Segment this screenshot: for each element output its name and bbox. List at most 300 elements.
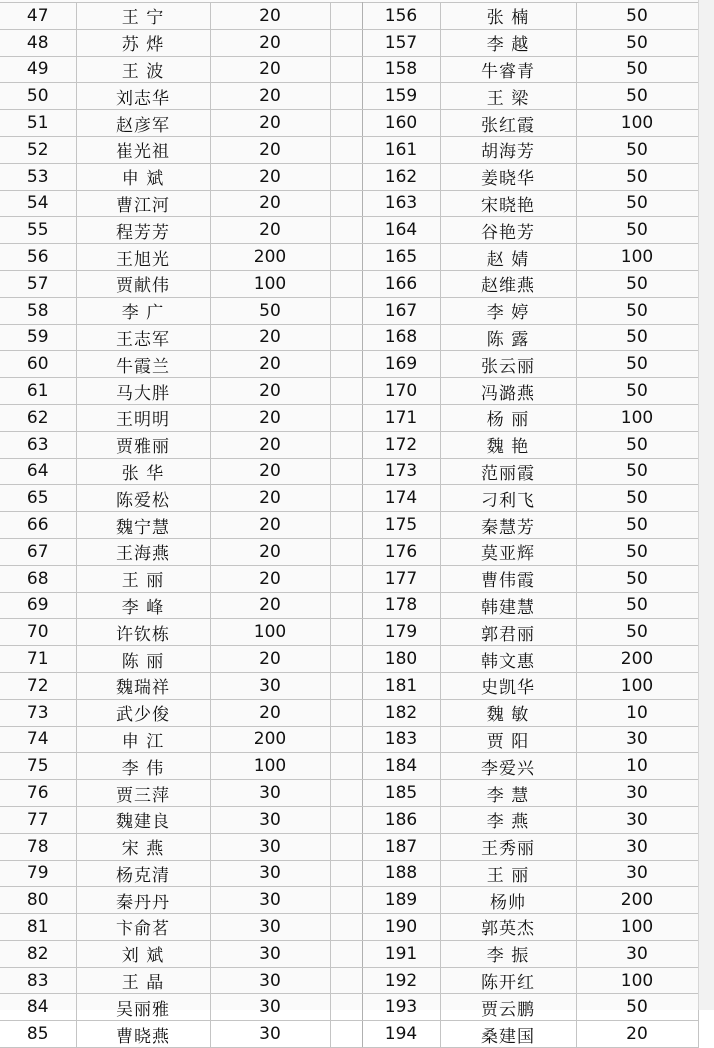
left-row-number: 73 [0, 699, 76, 726]
column-gap [330, 136, 362, 163]
table-row [0, 887, 698, 914]
right-row-number: 194 [362, 1021, 440, 1048]
left-row-number: 49 [0, 56, 76, 83]
column-gap [330, 860, 362, 887]
right-row-number: 189 [362, 887, 440, 914]
table-row [0, 83, 698, 110]
right-amount: 50 [576, 538, 698, 565]
right-amount: 200 [576, 887, 698, 914]
column-gap [330, 726, 362, 753]
left-person-name: 王志军 [76, 324, 210, 351]
left-person-name: 王海燕 [76, 538, 210, 565]
right-row-number: 190 [362, 914, 440, 941]
left-amount: 30 [210, 1021, 330, 1048]
right-amount: 100 [576, 672, 698, 699]
column-gap [330, 270, 362, 297]
right-person-name: 陈开红 [440, 967, 576, 994]
right-person-name: 赵维燕 [440, 270, 576, 297]
right-person-name: 李 慧 [440, 780, 576, 807]
left-row-number: 78 [0, 833, 76, 860]
left-row-number: 58 [0, 297, 76, 324]
left-row-number: 67 [0, 538, 76, 565]
column-gap [330, 485, 362, 512]
right-row-number: 158 [362, 56, 440, 83]
column-gap [330, 431, 362, 458]
right-amount: 50 [576, 56, 698, 83]
left-amount: 30 [210, 940, 330, 967]
right-person-name: 韩文惠 [440, 646, 576, 673]
left-amount: 20 [210, 592, 330, 619]
right-amount: 50 [576, 994, 698, 1021]
right-amount: 30 [576, 806, 698, 833]
column-gap [330, 592, 362, 619]
left-row-number: 71 [0, 646, 76, 673]
left-person-name: 吴丽雅 [76, 994, 210, 1021]
table-row [0, 190, 698, 217]
column-gap [330, 244, 362, 271]
right-amount: 50 [576, 592, 698, 619]
left-person-name: 刘志华 [76, 83, 210, 110]
column-gap [330, 29, 362, 56]
left-amount: 20 [210, 163, 330, 190]
right-row-number: 188 [362, 860, 440, 887]
right-row-number: 176 [362, 538, 440, 565]
right-row-number: 170 [362, 378, 440, 405]
left-person-name: 宋 燕 [76, 833, 210, 860]
left-person-name: 王 波 [76, 56, 210, 83]
column-gap [330, 378, 362, 405]
left-amount: 20 [210, 646, 330, 673]
left-amount: 200 [210, 244, 330, 271]
table-body [0, 3, 698, 1048]
table-row [0, 458, 698, 485]
column-gap [330, 1021, 362, 1048]
left-row-number: 54 [0, 190, 76, 217]
right-person-name: 郭英杰 [440, 914, 576, 941]
right-amount: 50 [576, 458, 698, 485]
right-amount: 50 [576, 324, 698, 351]
right-row-number: 168 [362, 324, 440, 351]
column-gap [330, 994, 362, 1021]
column-gap [330, 3, 362, 30]
right-row-number: 171 [362, 404, 440, 431]
left-row-number: 68 [0, 565, 76, 592]
right-amount: 30 [576, 860, 698, 887]
right-amount: 200 [576, 646, 698, 673]
column-gap [330, 753, 362, 780]
table-row [0, 940, 698, 967]
left-row-number: 72 [0, 672, 76, 699]
left-person-name: 王 丽 [76, 565, 210, 592]
table-row [0, 994, 698, 1021]
table-row [0, 3, 698, 30]
left-amount: 20 [210, 351, 330, 378]
table-row [0, 324, 698, 351]
right-amount: 50 [576, 297, 698, 324]
table-row [0, 967, 698, 994]
table-row [0, 646, 698, 673]
table-row [0, 485, 698, 512]
column-gap [330, 190, 362, 217]
left-row-number: 53 [0, 163, 76, 190]
left-amount: 20 [210, 110, 330, 137]
column-gap [330, 110, 362, 137]
right-amount: 100 [576, 110, 698, 137]
table-row [0, 163, 698, 190]
table-row [0, 592, 698, 619]
donation-table [0, 2, 699, 1048]
table-row [0, 806, 698, 833]
right-person-name: 王 丽 [440, 860, 576, 887]
left-amount: 30 [210, 672, 330, 699]
right-amount: 30 [576, 940, 698, 967]
right-person-name: 冯潞燕 [440, 378, 576, 405]
column-gap [330, 351, 362, 378]
right-person-name: 秦慧芳 [440, 512, 576, 539]
column-gap [330, 297, 362, 324]
column-gap [330, 565, 362, 592]
table-row [0, 726, 698, 753]
column-gap [330, 672, 362, 699]
left-person-name: 马大胖 [76, 378, 210, 405]
right-amount: 50 [576, 190, 698, 217]
left-person-name: 魏宁慧 [76, 512, 210, 539]
left-row-number: 77 [0, 806, 76, 833]
right-amount: 50 [576, 270, 698, 297]
left-person-name: 张 华 [76, 458, 210, 485]
right-row-number: 164 [362, 217, 440, 244]
right-row-number: 181 [362, 672, 440, 699]
right-person-name: 胡海芳 [440, 136, 576, 163]
left-row-number: 63 [0, 431, 76, 458]
right-amount: 100 [576, 244, 698, 271]
right-person-name: 李爱兴 [440, 753, 576, 780]
left-person-name: 王 宁 [76, 3, 210, 30]
left-amount: 30 [210, 967, 330, 994]
right-row-number: 169 [362, 351, 440, 378]
right-amount: 50 [576, 83, 698, 110]
left-person-name: 杨克清 [76, 860, 210, 887]
right-row-number: 174 [362, 485, 440, 512]
left-person-name: 刘 斌 [76, 940, 210, 967]
left-person-name: 陈 丽 [76, 646, 210, 673]
left-row-number: 75 [0, 753, 76, 780]
left-amount: 20 [210, 136, 330, 163]
left-row-number: 47 [0, 3, 76, 30]
right-person-name: 韩建慧 [440, 592, 576, 619]
left-row-number: 66 [0, 512, 76, 539]
left-row-number: 61 [0, 378, 76, 405]
left-amount: 20 [210, 83, 330, 110]
left-person-name: 崔光祖 [76, 136, 210, 163]
table-row [0, 1021, 698, 1048]
right-row-number: 184 [362, 753, 440, 780]
right-amount: 50 [576, 136, 698, 163]
right-person-name: 范丽霞 [440, 458, 576, 485]
right-row-number: 172 [362, 431, 440, 458]
right-person-name: 谷艳芳 [440, 217, 576, 244]
column-gap [330, 163, 362, 190]
table-row [0, 56, 698, 83]
column-gap [330, 699, 362, 726]
right-row-number: 166 [362, 270, 440, 297]
right-row-number: 159 [362, 83, 440, 110]
right-amount: 50 [576, 3, 698, 30]
left-amount: 30 [210, 914, 330, 941]
right-person-name: 魏 敏 [440, 699, 576, 726]
table-row [0, 404, 698, 431]
column-gap [330, 914, 362, 941]
left-amount: 20 [210, 217, 330, 244]
right-person-name: 贾云鹏 [440, 994, 576, 1021]
right-row-number: 185 [362, 780, 440, 807]
column-gap [330, 538, 362, 565]
left-row-number: 83 [0, 967, 76, 994]
right-person-name: 郭君丽 [440, 619, 576, 646]
left-amount: 100 [210, 270, 330, 297]
column-gap [330, 324, 362, 351]
left-row-number: 81 [0, 914, 76, 941]
right-person-name: 牛睿青 [440, 56, 576, 83]
left-person-name: 王 晶 [76, 967, 210, 994]
table-row [0, 512, 698, 539]
left-amount: 20 [210, 458, 330, 485]
left-amount: 30 [210, 833, 330, 860]
right-person-name: 王秀丽 [440, 833, 576, 860]
right-row-number: 167 [362, 297, 440, 324]
left-person-name: 赵彦军 [76, 110, 210, 137]
right-row-number: 178 [362, 592, 440, 619]
left-person-name: 申 江 [76, 726, 210, 753]
left-amount: 30 [210, 994, 330, 1021]
left-amount: 20 [210, 404, 330, 431]
left-row-number: 76 [0, 780, 76, 807]
table-row [0, 378, 698, 405]
table-row [0, 538, 698, 565]
right-row-number: 191 [362, 940, 440, 967]
right-row-number: 183 [362, 726, 440, 753]
left-row-number: 60 [0, 351, 76, 378]
left-row-number: 69 [0, 592, 76, 619]
left-row-number: 57 [0, 270, 76, 297]
right-row-number: 173 [362, 458, 440, 485]
column-gap [330, 217, 362, 244]
right-person-name: 张云丽 [440, 351, 576, 378]
column-gap [330, 940, 362, 967]
right-amount: 50 [576, 217, 698, 244]
column-gap [330, 404, 362, 431]
left-person-name: 魏建良 [76, 806, 210, 833]
right-person-name: 张 楠 [440, 3, 576, 30]
table-row [0, 297, 698, 324]
table-row [0, 619, 698, 646]
left-amount: 200 [210, 726, 330, 753]
left-person-name: 王明明 [76, 404, 210, 431]
column-gap [330, 887, 362, 914]
left-row-number: 55 [0, 217, 76, 244]
right-person-name: 魏 艳 [440, 431, 576, 458]
right-row-number: 157 [362, 29, 440, 56]
left-amount: 20 [210, 512, 330, 539]
left-person-name: 贾献伟 [76, 270, 210, 297]
left-person-name: 贾三萍 [76, 780, 210, 807]
right-amount: 50 [576, 29, 698, 56]
right-person-name: 宋晓艳 [440, 190, 576, 217]
left-person-name: 王旭光 [76, 244, 210, 271]
left-row-number: 50 [0, 83, 76, 110]
left-row-number: 59 [0, 324, 76, 351]
column-gap [330, 83, 362, 110]
table-row [0, 29, 698, 56]
right-amount: 50 [576, 378, 698, 405]
left-amount: 30 [210, 780, 330, 807]
left-amount: 20 [210, 56, 330, 83]
right-row-number: 177 [362, 565, 440, 592]
right-person-name: 赵 婧 [440, 244, 576, 271]
left-amount: 20 [210, 699, 330, 726]
right-amount: 100 [576, 914, 698, 941]
table-row [0, 431, 698, 458]
right-amount: 20 [576, 1021, 698, 1048]
left-row-number: 79 [0, 860, 76, 887]
table-row [0, 833, 698, 860]
right-amount: 50 [576, 351, 698, 378]
right-person-name: 杨帅 [440, 887, 576, 914]
left-row-number: 82 [0, 940, 76, 967]
right-person-name: 李 振 [440, 940, 576, 967]
right-person-name: 莫亚辉 [440, 538, 576, 565]
right-row-number: 187 [362, 833, 440, 860]
right-person-name: 刁利飞 [440, 485, 576, 512]
right-person-name: 姜晓华 [440, 163, 576, 190]
left-amount: 20 [210, 324, 330, 351]
left-row-number: 84 [0, 994, 76, 1021]
right-amount: 100 [576, 404, 698, 431]
table-row [0, 351, 698, 378]
table-row [0, 217, 698, 244]
column-gap [330, 646, 362, 673]
right-person-name: 曹伟霞 [440, 565, 576, 592]
left-person-name: 曹晓燕 [76, 1021, 210, 1048]
table-row [0, 270, 698, 297]
column-gap [330, 56, 362, 83]
right-row-number: 165 [362, 244, 440, 271]
right-person-name: 张红霞 [440, 110, 576, 137]
left-amount: 20 [210, 29, 330, 56]
right-person-name: 史凯华 [440, 672, 576, 699]
column-gap [330, 967, 362, 994]
left-row-number: 65 [0, 485, 76, 512]
table-row [0, 914, 698, 941]
column-gap [330, 512, 362, 539]
right-person-name: 桑建国 [440, 1021, 576, 1048]
left-amount: 20 [210, 565, 330, 592]
column-gap [330, 619, 362, 646]
right-amount: 100 [576, 967, 698, 994]
left-amount: 30 [210, 806, 330, 833]
left-row-number: 70 [0, 619, 76, 646]
left-amount: 20 [210, 190, 330, 217]
right-person-name: 李 燕 [440, 806, 576, 833]
left-amount: 20 [210, 378, 330, 405]
table-row [0, 860, 698, 887]
right-person-name: 李 越 [440, 29, 576, 56]
left-person-name: 曹江河 [76, 190, 210, 217]
right-row-number: 163 [362, 190, 440, 217]
right-amount: 30 [576, 780, 698, 807]
left-amount: 20 [210, 3, 330, 30]
right-amount: 50 [576, 512, 698, 539]
right-row-number: 175 [362, 512, 440, 539]
left-row-number: 80 [0, 887, 76, 914]
right-person-name: 李 婷 [440, 297, 576, 324]
left-row-number: 52 [0, 136, 76, 163]
right-row-number: 156 [362, 3, 440, 30]
left-amount: 30 [210, 887, 330, 914]
right-amount: 30 [576, 726, 698, 753]
left-amount: 20 [210, 538, 330, 565]
right-row-number: 186 [362, 806, 440, 833]
right-row-number: 182 [362, 699, 440, 726]
left-person-name: 牛霞兰 [76, 351, 210, 378]
right-row-number: 193 [362, 994, 440, 1021]
right-amount: 50 [576, 565, 698, 592]
column-gap [330, 833, 362, 860]
table-row [0, 672, 698, 699]
right-person-name: 陈 露 [440, 324, 576, 351]
left-amount: 100 [210, 619, 330, 646]
left-amount: 50 [210, 297, 330, 324]
right-amount: 30 [576, 833, 698, 860]
right-person-name: 王 梁 [440, 83, 576, 110]
sheet-edge-divider [698, 0, 714, 1010]
left-row-number: 56 [0, 244, 76, 271]
column-gap [330, 458, 362, 485]
left-person-name: 李 峰 [76, 592, 210, 619]
left-person-name: 李 伟 [76, 753, 210, 780]
left-person-name: 申 斌 [76, 163, 210, 190]
right-amount: 10 [576, 699, 698, 726]
left-person-name: 程芳芳 [76, 217, 210, 244]
left-person-name: 苏 烨 [76, 29, 210, 56]
left-amount: 20 [210, 431, 330, 458]
left-person-name: 魏瑞祥 [76, 672, 210, 699]
left-person-name: 李 广 [76, 297, 210, 324]
right-amount: 50 [576, 163, 698, 190]
table-row [0, 244, 698, 271]
right-row-number: 192 [362, 967, 440, 994]
right-row-number: 162 [362, 163, 440, 190]
left-person-name: 许钦栋 [76, 619, 210, 646]
column-gap [330, 806, 362, 833]
table-row [0, 699, 698, 726]
left-person-name: 秦丹丹 [76, 887, 210, 914]
right-row-number: 179 [362, 619, 440, 646]
left-row-number: 85 [0, 1021, 76, 1048]
left-person-name: 武少俊 [76, 699, 210, 726]
right-amount: 50 [576, 431, 698, 458]
right-person-name: 贾 阳 [440, 726, 576, 753]
left-person-name: 陈爱松 [76, 485, 210, 512]
left-row-number: 64 [0, 458, 76, 485]
table-row [0, 136, 698, 163]
right-row-number: 160 [362, 110, 440, 137]
left-row-number: 74 [0, 726, 76, 753]
right-row-number: 180 [362, 646, 440, 673]
right-row-number: 161 [362, 136, 440, 163]
column-gap [330, 780, 362, 807]
left-amount: 100 [210, 753, 330, 780]
